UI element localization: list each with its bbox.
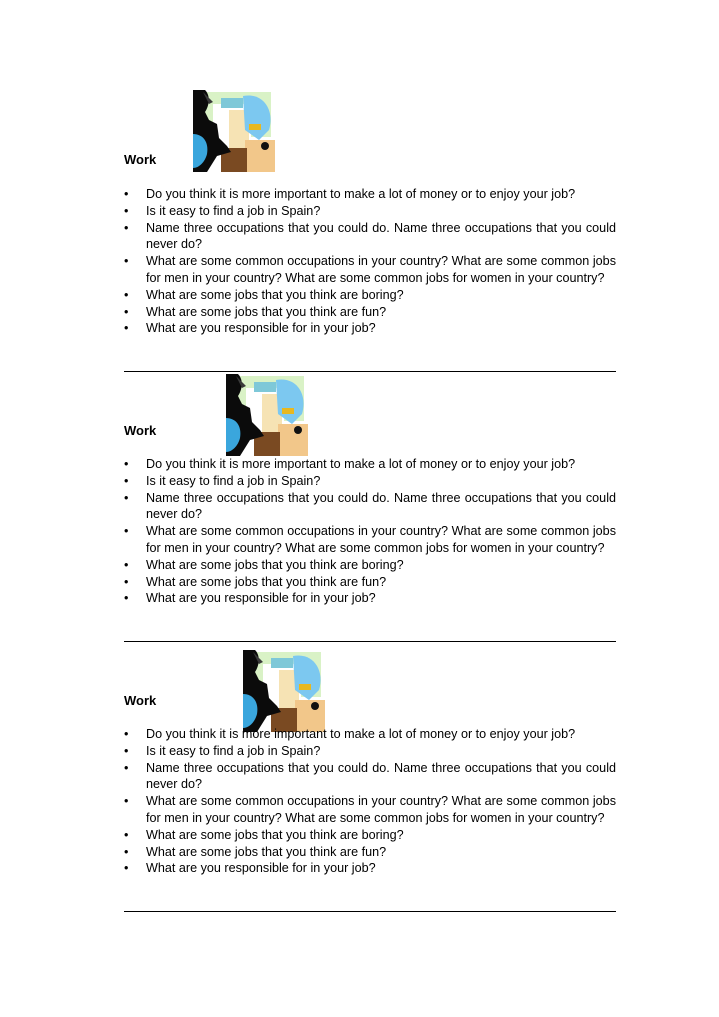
question-text: What are you responsible for in your job?: [146, 321, 376, 336]
bullet-icon: •: [124, 187, 129, 201]
question-text: Do you think it is more important to make a lot of money or to enjoy your job?: [146, 457, 576, 471]
list-item: [124, 490, 616, 524]
bullet-icon: •: [124, 473, 129, 488]
bullet-icon: •: [124, 287, 129, 302]
bullet-icon: •: [124, 794, 129, 809]
list-item: [124, 793, 616, 827]
list-item: [124, 186, 616, 203]
question-text: Is it easy to find a job in Spain?: [146, 743, 321, 758]
list-item: [124, 590, 616, 607]
question-text: Name three occupations that you could do. Name three occupations that you could never do?: [146, 490, 616, 522]
list-item: [124, 760, 616, 794]
office-worker-icon: [226, 374, 308, 456]
bullet-icon: •: [124, 861, 129, 876]
question-text: What are some common occupations in your country? What are some common jobs for men in your country? What are some common jobs for women in your country?: [146, 524, 616, 555]
bullet-icon: •: [124, 524, 129, 539]
question-text: What are some jobs that you think are boring?: [146, 557, 404, 572]
work-clipart-image: [226, 374, 308, 456]
list-item: [124, 456, 616, 473]
bullet-icon: •: [124, 321, 129, 336]
bullet-icon: •: [124, 760, 129, 775]
question-list: [124, 456, 616, 607]
list-item: [124, 860, 616, 877]
list-item: [124, 320, 616, 337]
question-text: What are some jobs that you think are fun?: [146, 304, 387, 319]
work-section-1: [124, 88, 616, 372]
question-text: What are some jobs that you think are boring?: [146, 827, 404, 842]
bullet-icon: •: [124, 727, 129, 741]
question-text: Is it easy to find a job in Spain?: [146, 473, 321, 488]
list-item: [124, 220, 616, 254]
question-text: Name three occupations that you could do. Name three occupations that you could never do?: [146, 220, 616, 252]
bullet-icon: •: [124, 203, 129, 218]
section-heading: Work: [124, 423, 157, 438]
question-text: What are some jobs that you think are fun?: [146, 844, 387, 859]
list-item: [124, 557, 616, 574]
bullet-icon: •: [124, 844, 129, 859]
question-text: What are some jobs that you think are boring?: [146, 287, 404, 302]
bullet-icon: •: [124, 220, 129, 235]
section-divider: [124, 911, 616, 912]
question-list: [124, 186, 616, 337]
office-worker-icon: [243, 650, 325, 732]
question-text: Is it easy to find a job in Spain?: [146, 203, 321, 218]
work-clipart-image: [193, 90, 275, 172]
work-section-3: [124, 642, 616, 912]
list-item: [124, 287, 616, 304]
list-item: [124, 253, 616, 287]
section-heading: Work: [124, 693, 157, 708]
list-item: [124, 743, 616, 760]
list-item: [124, 844, 616, 861]
list-item: [124, 523, 616, 557]
question-text: Do you think it is more important to make a lot of money or to enjoy your job?: [146, 187, 576, 201]
list-item: [124, 473, 616, 490]
bullet-icon: •: [124, 574, 129, 589]
bullet-icon: •: [124, 490, 129, 505]
list-item: [124, 203, 616, 220]
question-text: What are some jobs that you think are fun?: [146, 574, 387, 589]
list-item: [124, 304, 616, 321]
question-list: [124, 726, 616, 877]
question-text: What are some common occupations in your country? What are some common jobs for men in your country? What are some common jobs for women in your country?: [146, 794, 616, 825]
question-text: Name three occupations that you could do. Name three occupations that you could never do?: [146, 760, 616, 792]
bullet-icon: •: [124, 591, 129, 606]
bullet-icon: •: [124, 457, 129, 471]
list-item: [124, 827, 616, 844]
bullet-icon: •: [124, 557, 129, 572]
bullet-icon: •: [124, 304, 129, 319]
question-text: Do you think it is more important to make a lot of money or to enjoy your job?: [146, 727, 576, 741]
list-item: [124, 726, 616, 743]
office-worker-icon: [193, 90, 275, 172]
bullet-icon: •: [124, 254, 129, 269]
bullet-icon: •: [124, 743, 129, 758]
section-heading: Work: [124, 152, 157, 167]
bullet-icon: •: [124, 827, 129, 842]
work-clipart-image: [243, 650, 325, 732]
question-text: What are you responsible for in your job?: [146, 591, 376, 606]
list-item: [124, 574, 616, 591]
question-text: What are you responsible for in your job?: [146, 861, 376, 876]
work-section-2: [124, 372, 616, 642]
question-text: What are some common occupations in your country? What are some common jobs for men in your country? What are some common jobs for women in your country?: [146, 254, 616, 285]
